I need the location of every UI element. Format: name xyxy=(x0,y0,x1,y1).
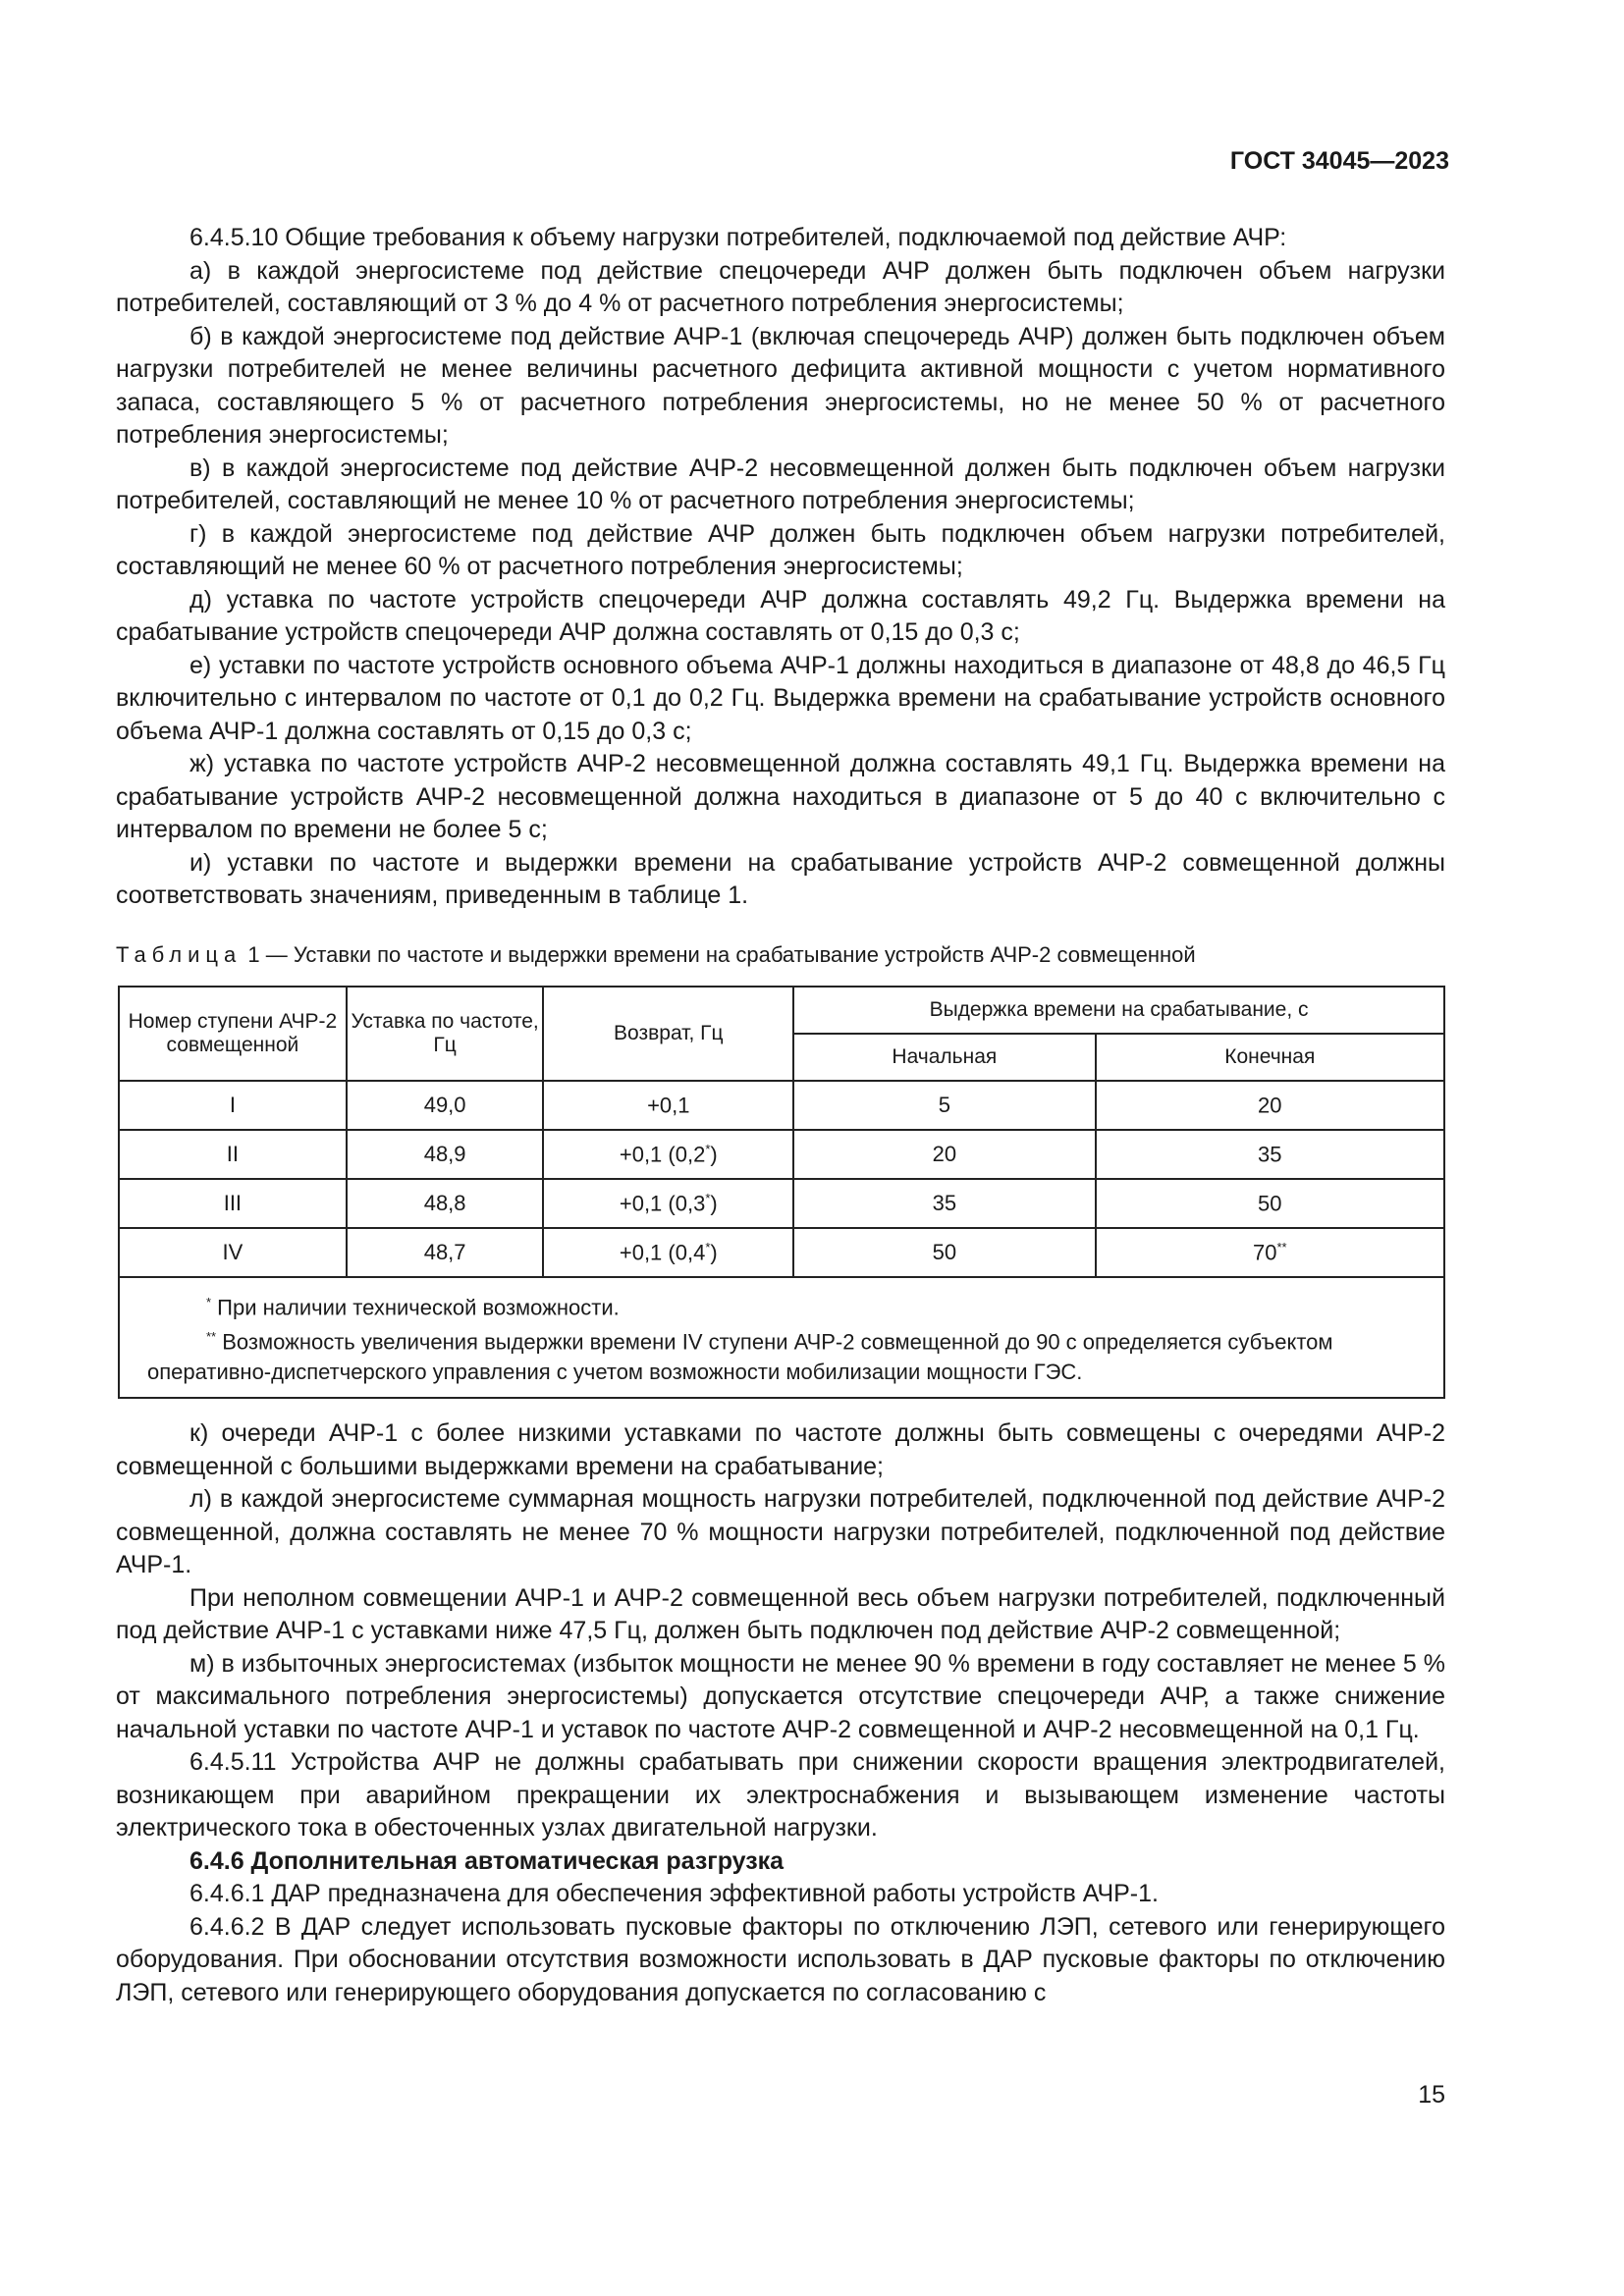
cell-setpoint: 48,7 xyxy=(347,1228,544,1277)
delay-end-value: 50 xyxy=(1258,1191,1282,1216)
delay-end-value: 35 xyxy=(1258,1142,1282,1167)
body-text-bottom xyxy=(116,1417,1445,2009)
paragraph: и) уставки по частоте и выдержки времени на срабатывание устройств АЧР-2 совмещенной должны соответствовать значениям, приведенным в таблице 1. xyxy=(116,848,1445,909)
cell-delay-end xyxy=(1096,1130,1444,1179)
table-notes-cell xyxy=(119,1277,1444,1398)
paragraph: 6.4.6.2 В ДАР следует использовать пусковые факторы по отключению ЛЭП, сетевого или генерирующего оборудования. При обосновании отсутствия возможности использовать в ДАР пусковые факторы по отключению ЛЭП, сетевого или генерирующего оборудования допускается по согласованию с xyxy=(116,1912,1445,2006)
cell-return xyxy=(543,1179,793,1228)
header-delay-end: Конечная xyxy=(1096,1034,1444,1081)
paragraph: При неполном совмещении АЧР-1 и АЧР-2 совмещенной весь объем нагрузки потребителей, подключенный под действие АЧР-1 с уставками ниже 47,5 Гц, должен быть подключен под действие АЧР-2 совмещенной; xyxy=(116,1583,1445,1644)
cell-stage: III xyxy=(119,1179,347,1228)
return-value: +0,1 (0,4 xyxy=(619,1240,706,1265)
footnote-mark: * xyxy=(206,1295,212,1309)
cell-return xyxy=(543,1081,793,1130)
paragraph: д) уставка по частоте устройств спецочереди АЧР должна составлять 49,2 Гц. Выдержка времени на срабатывание устройств спецочереди АЧР должна составлять от 0,15 до 0,3 с; xyxy=(116,585,1445,646)
cell-delay-end xyxy=(1096,1081,1444,1130)
table-row xyxy=(119,1130,1444,1179)
footnote-mark: * xyxy=(705,1141,711,1156)
return-close: ) xyxy=(710,1191,718,1216)
cell-delay-start: 50 xyxy=(793,1228,1096,1277)
section-heading: 6.4.6 Дополнительная автоматическая разгрузка xyxy=(189,1846,785,1875)
table-notes xyxy=(119,1277,1444,1398)
cell-setpoint: 48,9 xyxy=(347,1130,544,1179)
return-close: ) xyxy=(710,1240,718,1265)
header-delay-group: Выдержка времени на срабатывание, с xyxy=(793,987,1444,1034)
return-value: +0,1 (0,2 xyxy=(619,1142,706,1167)
paragraph: б) в каждой энергосистеме под действие АЧР-1 (включая спецочередь АЧР) должен быть подключен объем нагрузки потребителей не менее величины расчетного дефицита активной мощности с учетом нормативного запаса, составляющего 5 % от расчетного потребления энергосистемы, но не менее 50 % от расчетного потребления энергосистемы; xyxy=(116,322,1445,449)
table-caption-text: 1 — Уставки по частоте и выдержки времени на срабатывание устройств АЧР-2 совмещенной xyxy=(247,942,1196,967)
footnote-text: Возможность увеличения выдержки времени IV ступени АЧР-2 совмещенной до 90 с определяется субъектом оперативно-диспетчерского управления с учетом возможности мобилизации мощности ГЭС. xyxy=(147,1329,1333,1384)
cell-delay-start: 35 xyxy=(793,1179,1096,1228)
cell-delay-start: 20 xyxy=(793,1130,1096,1179)
return-value: +0,1 (0,3 xyxy=(619,1191,706,1216)
paragraph: в) в каждой энергосистеме под действие АЧР-2 несовмещенной должен быть подключен объем нагрузки потребителей, составляющий не менее 10 % от расчетного потребления энергосистемы; xyxy=(116,454,1445,514)
page-number: 15 xyxy=(1418,2081,1445,2109)
header-stage: Номер ступени АЧР-2 совмещенной xyxy=(119,987,347,1081)
cell-delay-end xyxy=(1096,1179,1444,1228)
paragraph: к) очереди АЧР-1 с более низкими уставками по частоте должны быть совмещены с очередями АЧР-2 совмещенной с большими выдержками времени на срабатывание; xyxy=(116,1419,1445,1480)
cell-stage: II xyxy=(119,1130,347,1179)
footnote-mark: ** xyxy=(1276,1239,1287,1255)
paragraph: 6.4.5.11 Устройства АЧР не должны срабатывать при снижении скорости вращения электродвигателей, возникающем при аварийном прекращении их электроснабжения и вызывающем изменение частоты электрического тока в обесточенных узлах двигательной нагрузки. xyxy=(116,1748,1445,1842)
footnote xyxy=(147,1288,1432,1322)
table-row xyxy=(119,1179,1444,1228)
footnote-mark: * xyxy=(705,1239,711,1255)
delay-end-value: 70 xyxy=(1252,1240,1277,1265)
cell-stage: IV xyxy=(119,1228,347,1277)
table-row xyxy=(119,1081,1444,1130)
cell-delay-end xyxy=(1096,1228,1444,1277)
table-caption xyxy=(116,942,1196,968)
header-delay-start: Начальная xyxy=(793,1034,1096,1081)
setpoints-table xyxy=(118,986,1445,1399)
paragraph: е) уставки по частоте устройств основного объема АЧР-1 должны находиться в диапазоне от 48,8 до 46,5 Гц включительно с интервалом по частоте от 0,1 до 0,2 Гц. Выдержка времени на срабатывание устройств основного объема АЧР-1 должна составлять от 0,15 до 0,3 с; xyxy=(116,651,1445,745)
return-close: ) xyxy=(710,1142,718,1167)
cell-return xyxy=(543,1130,793,1179)
table-caption-word: Таблица xyxy=(116,942,243,967)
document-code: ГОСТ 34045—2023 xyxy=(1229,147,1449,175)
footnote xyxy=(147,1322,1432,1386)
paragraph: м) в избыточных энергосистемах (избыток мощности не менее 90 % времени в году составляет не менее 5 % от максимального потребления энергосистемы) допускается отсутствие спецочереди АЧР, а также снижение начальной уставки по частоте АЧР-1 и уставок по частоте АЧР-2 совмещенной и АЧР-2 несовмещенной на 0,1 Гц. xyxy=(116,1649,1445,1743)
paragraph: 6.4.5.10 Общие требования к объему нагрузки потребителей, подключаемой под действие АЧР: xyxy=(189,224,1287,251)
cell-stage: I xyxy=(119,1081,347,1130)
header-return: Возврат, Гц xyxy=(543,987,793,1081)
cell-delay-start: 5 xyxy=(793,1081,1096,1130)
footnote-mark: ** xyxy=(206,1329,217,1345)
delay-end-value: 20 xyxy=(1258,1093,1282,1118)
return-value: +0,1 xyxy=(647,1093,690,1118)
table-row xyxy=(119,1228,1444,1277)
paragraph: л) в каждой энергосистеме суммарная мощность нагрузки потребителей, подключенной под действие АЧР-2 совмещенной, должна составлять не менее 70 % мощности нагрузки потребителей, подключенной под действие АЧР-1. xyxy=(116,1485,1445,1578)
paragraph: ж) уставка по частоте устройств АЧР-2 несовмещенной должна составлять 49,1 Гц. Выдержка времени на срабатывание устройств АЧР-2 несовмещенной должна находиться в диапазоне от 5 до 40 с включительно с интервалом по времени не более 5 с; xyxy=(116,750,1445,843)
paragraph: г) в каждой энергосистеме под действие АЧР должен быть подключен объем нагрузки потребителей, составляющий не менее 60 % от расчетного потребления энергосистемы; xyxy=(116,519,1445,580)
cell-setpoint: 49,0 xyxy=(347,1081,544,1130)
paragraph: 6.4.6.1 ДАР предназначена для обеспечения эффективной работы устройств АЧР-1. xyxy=(189,1880,1159,1907)
footnote-text: При наличии технической возможности. xyxy=(211,1295,620,1320)
footnote-mark: * xyxy=(705,1190,711,1205)
paragraph: а) в каждой энергосистеме под действие спецочереди АЧР должен быть подключен объем нагрузки потребителей, составляющий от 3 % до 4 % от расчетного потребления энергосистемы; xyxy=(116,256,1445,317)
body-text-top xyxy=(116,222,1445,913)
cell-return xyxy=(543,1228,793,1277)
cell-setpoint: 48,8 xyxy=(347,1179,544,1228)
header-setpoint: Уставка по частоте, Гц xyxy=(347,987,544,1081)
